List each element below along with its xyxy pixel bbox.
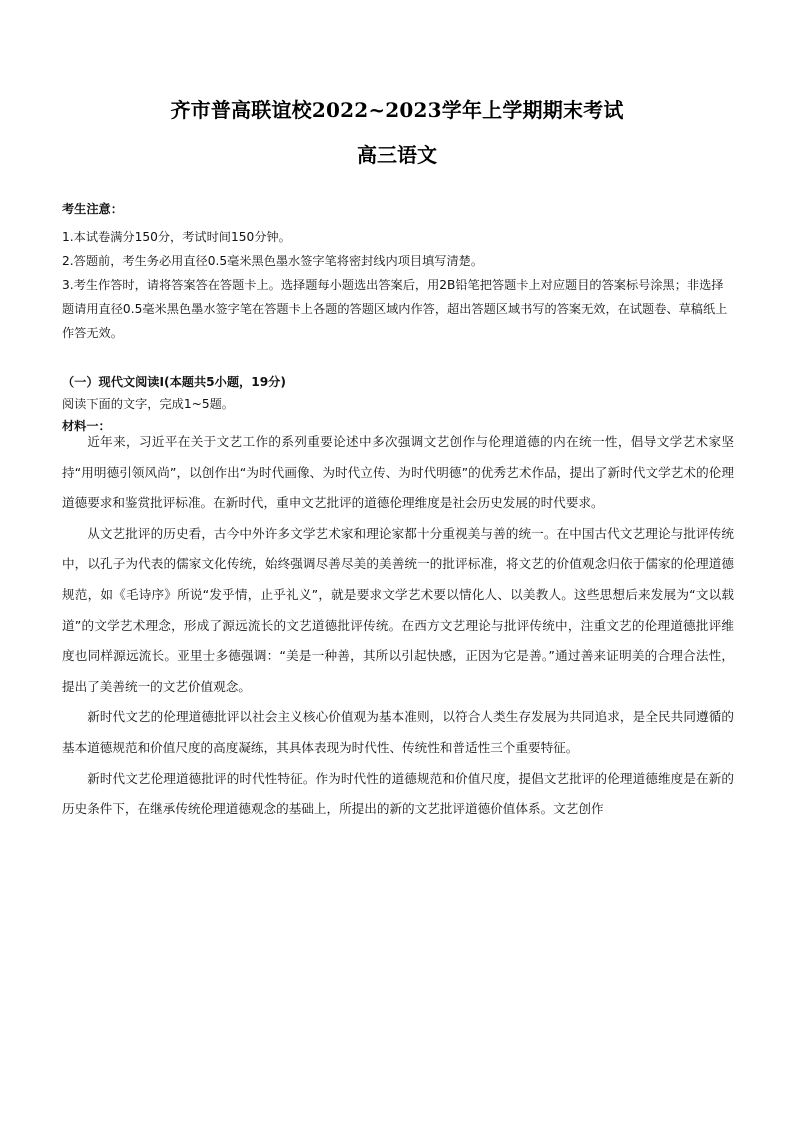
notice-heading: 考生注意： <box>62 202 123 216</box>
passage-paragraph: 新时代文艺伦理道德批评的时代性特征。作为时代性的道德规范和价值尺度，提倡文艺批评的伦理道德维度是在新的历史条件下，在继承传统伦理道德观念的基础上，所提出的新的文艺批评道德价值体系。文艺创作 <box>62 770 734 817</box>
passage-paragraph: 从文艺批评的历史看，古今中外许多文学艺术家和理论家都十分重视美与善的统一。在中国古代文艺理论与批评传统中，以孔子为代表的儒家文化传统，始终强调尽善尽美的美善统一的批评标准，将文艺的价值观念归依于儒家的伦理道德规范，如《毛诗序》所说“发乎情，止乎礼义”，就是要求文学艺术要以情化人、以美教人。这些思想后来发展为“文以载道”的文学艺术理念，形成了源远流长的文艺道德批评传统。在西方文艺理论与批评传统中，注重文艺的伦理道德批评维度也同样源远流长。亚里士多德强调：“美是一种善，其所以引起快感，正因为它是善。”通过善来证明美的合理合法性，提出了美善统一的文艺价值观念。 <box>62 525 734 694</box>
exam-notice <box>62 200 734 345</box>
notice-item: 2.答题前，考生务必用直径0.5毫米黑色墨水签字笔将密封线内项目填写清楚。 <box>62 254 484 268</box>
material-label: 材料一： <box>62 419 111 433</box>
section-heading: （一）现代文阅读Ⅰ(本题共5小题，19分) <box>62 375 286 389</box>
section-instruction: 阅读下面的文字，完成1~5题。 <box>62 397 234 411</box>
passage-paragraph: 新时代文艺的伦理道德批评以社会主义核心价值观为基本准则，以符合人类生存发展为共同追求，是全民共同遵循的基本道德规范和价值尺度的高度凝练，其具体表现为时代性、传统性和普适性三个重要特征。 <box>62 709 734 755</box>
exam-subject: 高三语文 <box>357 143 437 167</box>
exam-title: 齐市普高联谊校2022~2023学年上学期期末考试 <box>170 98 624 122</box>
notice-item: 3.考生作答时，请将答案答在答题卡上。选择题每小题选出答案后，用2B铅笔把答题卡上对应题目的答案标号涂黑；非选择题请用直径0.5毫米黑色墨水签字笔在答题卡上各题的答题区域内作答，超出答题区域书写的答案无效，在试题卷、草稿纸上作答无效。 <box>62 278 728 340</box>
notice-item: 1.本试卷满分150分，考试时间150分钟。 <box>62 230 291 244</box>
passage-paragraph: 近年来，习近平在关于文艺工作的系列重要论述中多次强调文艺创作与伦理道德的内在统一性，倡导文学艺术家坚持“用明德引领风尚”，以创作出“为时代画像、为时代立传、为时代明德”的优秀艺术作品，提出了新时代文学艺术的伦理道德要求和鉴赏批评标准。在新时代，重申文艺批评的道德伦理维度是社会历史发展的时代要求。 <box>62 434 734 511</box>
reading-passage <box>62 427 734 825</box>
